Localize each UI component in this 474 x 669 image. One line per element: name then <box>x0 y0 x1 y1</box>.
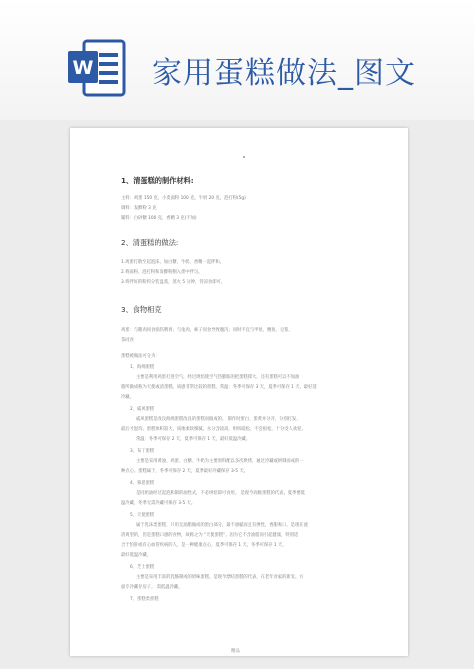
type-name: 6、芝士蛋糕 <box>130 565 155 570</box>
type-line: 清爽型的，但是蛋糕口感的食物，故称之为 "天使蛋糕"。因为它不含油脂而引起健康，特别适 <box>121 533 299 538</box>
type-line: 戚风蛋糕是改良海绵蛋糕改良的蛋糕而做成的。 制作时蛋白、蛋黄并分开，分别打发， <box>136 417 301 422</box>
type-name: 2、戚风蛋糕 <box>130 407 155 412</box>
type-line: 是同奶油经过起泡和制的油性式，不必烘焙即可食用。 是现今高级蛋糕的代表。夏季要低 <box>136 491 305 496</box>
type-line: 主要是采用黄油、鸡蛋、白糖、牛奶为主要原料配以多次烘烤，通过冷藏或烘制而成的一 <box>136 459 304 464</box>
section1-heading: 1、清蛋糕的制作材料: <box>121 176 194 185</box>
type-name: 1、海绵蛋糕 <box>130 365 155 370</box>
type-line: 最后才混均。蛋糕体积较大，质地柔软细腻，水分含较高，组织疏松，不会很松，十分受人欢迎。 <box>121 427 306 432</box>
type-line: 主要是利用鸡蛋打进空气，经过烘焙使空气热膨胀的把蛋糕撑大。还有蛋糕可以不加油 <box>136 375 300 380</box>
step-3: 3.将拌好的粉料分装盘蒸，蒸火 5 分钟，待凉食即可。 <box>121 280 226 285</box>
page-dot <box>243 156 245 158</box>
type-name: 4、慕思蛋糕 <box>130 481 155 486</box>
auxiliary-ingredients: 辅料：白砂糖 100 克，香精 3 克(不加) <box>121 216 197 221</box>
type-line: 冷藏。 <box>121 395 134 400</box>
types-intro: 蛋糕被做法可分为： <box>121 354 160 359</box>
step-2: 2.将面粉、泡打粉和发酵粉倒入蛋中拌匀。 <box>121 270 203 275</box>
type-line: 合于怕肝或有心血管疾病的人，是一种健康点心，夏季可保存 1 天，冬季可保存 1 天， <box>121 543 287 548</box>
page-footer: 精品 <box>231 649 240 654</box>
type-line: 脂所做成称为天使或清蛋糕。质感非常比较的蛋糕，常温：冬季可保存 3 天，夏季可保存 1 天，最好适 <box>121 385 317 390</box>
conflict-text-2: 茶同食 <box>121 338 134 343</box>
type-line: 面专冷藏存房子。 需低温冷藏。 <box>121 585 183 590</box>
main-ingredients: 主料：鸡蛋 150 克，小麦面粉 100 克，牛奶 20 克，泡打粉(5g) <box>121 196 246 201</box>
type-line: 最好低温冷藏。 <box>121 553 152 558</box>
type-name: 5、天使蛋糕 <box>130 513 155 518</box>
type-name: 7、蛋糕类蛋糕 <box>130 597 159 602</box>
type-line: 种点心。蛋糕属于，冬季可保存 2 天，夏季最好冷藏保存 3-5 天。 <box>121 469 248 474</box>
page-title: 家用蛋糕做法_图文 <box>152 56 416 91</box>
section2-heading: 2、清蛋糕的做法: <box>121 238 179 247</box>
conflict-text: 鸡蛋：与鹅肉同食损伤脾胃；与兔肉、柿子同食导致腹泻；同时不宜与甲鱼、鲤鱼、豆浆、 <box>121 328 293 333</box>
word-logo-letter: W <box>72 57 94 79</box>
type-line: 主要是采用丰富的乳酪制成的奶味蛋糕。是现今漂结蛋糕的代表，在老年食家的新宠。方 <box>136 575 304 580</box>
type-line: 温冷藏，冬季无需冷藏可保存 3-5 天。 <box>121 501 196 506</box>
section3-heading: 3、食物相克 <box>121 305 162 314</box>
type-name: 3、布丁蛋糕 <box>130 449 155 454</box>
word-document-icon <box>66 37 128 99</box>
seasoning: 调料：发酵粉 3 克 <box>121 206 157 211</box>
title-banner <box>0 0 474 120</box>
type-line: 属于乳沫类蛋糕，只用无油脂做成的蛋白部分，最不油腻而且有弹性，香甜爽口，是现在流 <box>136 523 308 528</box>
type-line: 常温：冬季可保存 2 天，夏季可保存 1 天，最好低温冷藏。 <box>136 437 251 442</box>
step-1: 1.鸡蛋打散至起泡沫，加白糖、牛奶、香精一起拌和。 <box>121 260 224 265</box>
document-page <box>70 128 408 656</box>
